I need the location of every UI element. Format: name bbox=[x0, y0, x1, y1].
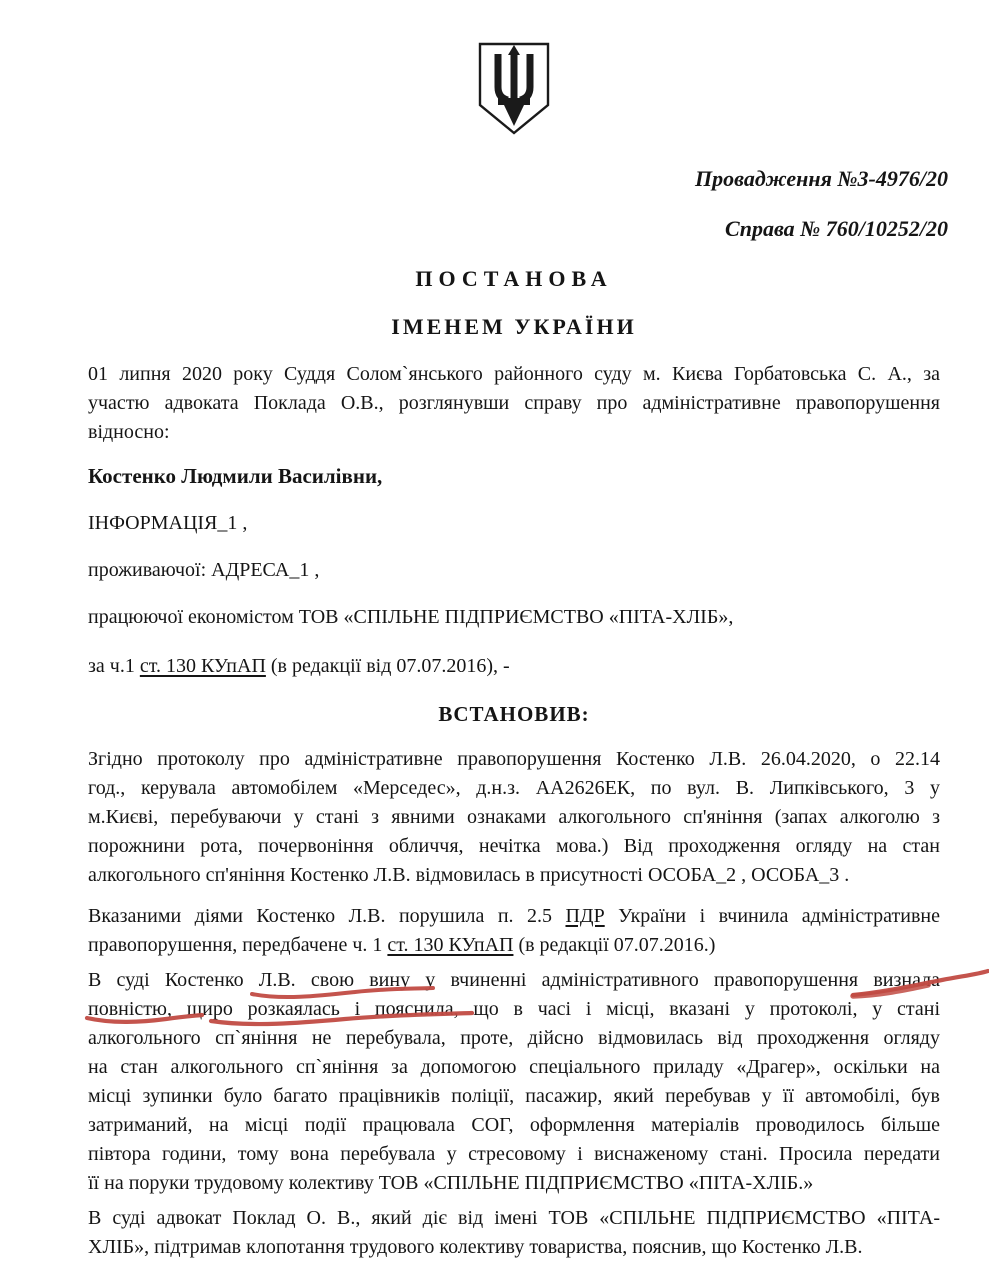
statute-reference: ст. 130 КУпАП bbox=[387, 934, 514, 956]
text-line: затриманий, на місці події працювала СОГ, оформлення матеріалів проводилось більше bbox=[88, 1114, 940, 1136]
residence-line: проживаючої: АДРЕСА_1 , bbox=[88, 559, 320, 581]
advocate-paragraph bbox=[88, 1204, 940, 1262]
trident-base-bar bbox=[498, 98, 530, 105]
proceeding-number: Провадження №3-4976/20 bbox=[695, 166, 948, 191]
text-segment: (в редакції 07.07.2016.) bbox=[513, 934, 716, 956]
text-line: її на поруки трудовому колективу ТОВ «СПІЛЬНЕ ПІДПРИЄМСТВО «ПІТА-ХЛІБ.» bbox=[88, 1172, 814, 1194]
text-segment: (в редакції від 07.07.2016), - bbox=[265, 655, 510, 677]
text-line bbox=[88, 902, 940, 931]
testimony-paragraph bbox=[88, 966, 940, 1198]
ukraine-trident-emblem-icon bbox=[477, 42, 551, 136]
text-line: алкогольного сп`яніння не перебувала, проте, дійсно відмовилась від проходження огляду bbox=[88, 1027, 940, 1049]
text-segment: правопорушення, передбачене ч. 1 bbox=[88, 934, 388, 956]
text-line: В суді адвокат Поклад О. В., який діє від імені ТОВ «СПІЛЬНЕ ПІДПРИЄМСТВО «ПІТА- bbox=[88, 1207, 940, 1229]
text-line: порожнини рота, почервоніння обличчя, нечітка мова.) Від проходження огляду на стан bbox=[88, 835, 940, 857]
employment-line: працюючої економістом ТОВ «СПІЛЬНЕ ПІДПРИЄМСТВО «ПІТА-ХЛІБ», bbox=[88, 606, 734, 628]
text-segment: за ч.1 bbox=[88, 655, 140, 677]
text-segment: України і вчинила адміністративне bbox=[604, 905, 941, 927]
text-line: В суді Костенко Л.В. свою вину у вчиненні адміністративного правопорушення визнала bbox=[88, 969, 940, 991]
text-line: участю адвоката Поклада О.В., розглянувши справу про адміністративне правопорушення bbox=[88, 392, 940, 414]
protocol-paragraph bbox=[88, 745, 940, 890]
text-segment: Вказаними діями Костенко Л.В. порушила п. 2.5 bbox=[88, 905, 566, 927]
text-line: алкогольного сп'яніння Костенко Л.В. відмовилась в присутності ОСОБА_2 , ОСОБА_3 . bbox=[88, 864, 850, 886]
case-number: Справа № 760/10252/20 bbox=[725, 216, 948, 241]
intro-paragraph bbox=[88, 360, 940, 447]
text-line: відносно: bbox=[88, 421, 170, 443]
defendant-name: Костенко Людмили Василівни, bbox=[88, 464, 383, 488]
document-subtitle: ІМЕНЕМ УКРАЇНИ bbox=[391, 314, 637, 339]
text-line: місці зупинки було багато працівників поліції, пасажир, який перебував у її автомобілі, був bbox=[88, 1085, 940, 1107]
text-line: ХЛІБ», підтримав клопотання трудового колективу товариства, пояснив, що Костенко Л.В. bbox=[88, 1236, 863, 1258]
text-line: на стан алкогольного сп`яніння за допомогою спеціального приладу «Драгер», оскільки на bbox=[88, 1056, 940, 1078]
emblem-container bbox=[88, 0, 940, 138]
text-line: м.Києві, перебуваючи у стані з явними ознаками алкогольного сп'яніння (запах алкоголю з bbox=[88, 806, 940, 828]
statute-reference: ПДР bbox=[565, 905, 605, 927]
established-heading: ВСТАНОВИВ: bbox=[438, 702, 590, 726]
text-line bbox=[88, 931, 940, 960]
text-line: 01 липня 2020 року Суддя Солом`янського районного суду м. Києва Горбатовська С. А., за bbox=[88, 363, 940, 385]
document-title: ПОСТАНОВА bbox=[415, 266, 613, 291]
violation-paragraph bbox=[88, 902, 940, 960]
statute-reference: ст. 130 КУпАП bbox=[139, 655, 266, 677]
redacted-info-line: ІНФОРМАЦІЯ_1 , bbox=[88, 512, 248, 534]
text-line: год., керувала автомобілем «Мерседес», д.н.з. АА2626ЕК, по вул. В. Липківського, 3 у bbox=[88, 777, 940, 799]
text-line: повністю, щиро розкаялась і пояснила, що в часі і місці, вказані у протоколі, у стані bbox=[88, 998, 940, 1020]
charge-line bbox=[88, 652, 940, 681]
text-line: Згідно протоколу про адміністративне правопорушення Костенко Л.В. 26.04.2020, о 22.14 bbox=[88, 748, 940, 770]
text-line: півтора години, тому вона перебувала у стресовому і виснаженому стані. Просила передати bbox=[88, 1143, 940, 1165]
document-body bbox=[88, 0, 948, 1262]
